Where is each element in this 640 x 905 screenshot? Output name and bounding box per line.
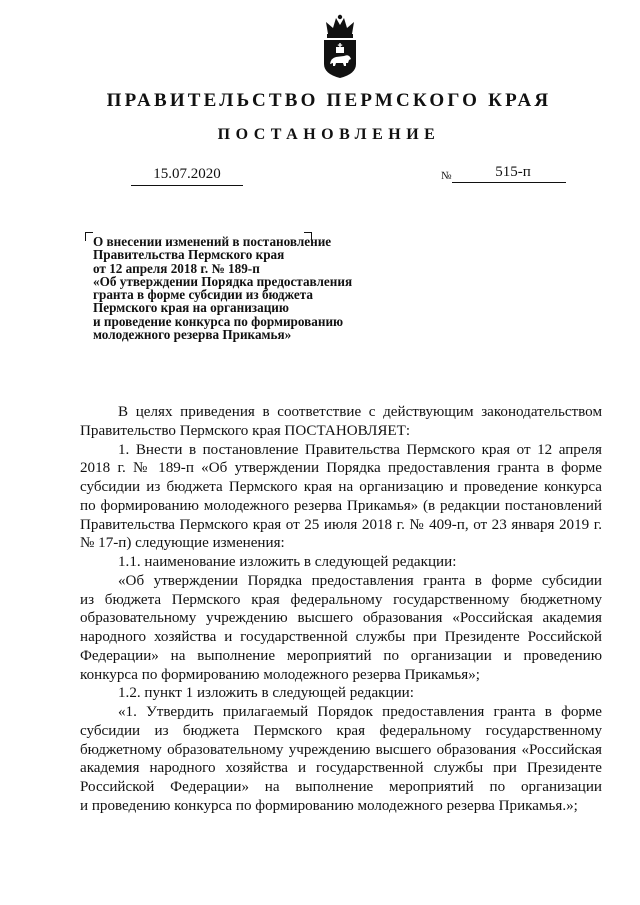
body-line: «Об утверждении Порядка предоставления гранта в форме субсидии	[118, 572, 602, 589]
number-underline	[452, 182, 566, 183]
body-line: «1. Утвердить прилагаемый Порядок предоставления гранта в форме	[118, 704, 602, 720]
subject-line: и проведение конкурса по формированию	[93, 313, 344, 329]
government-title: ПРАВИТЕЛЬСТВО ПЕРМСКОГО КРАЯ	[106, 90, 552, 111]
subject-line: О внесении изменений в постановление	[93, 234, 332, 249]
body-line: и проведению конкурса по формированию молодежного резерва Прикамья.»;	[80, 797, 578, 814]
document-type: ПОСТАНОВЛЕНИЕ	[217, 126, 441, 143]
body-line: Российской Федерации» на выполнение мероприятий по организации	[80, 779, 602, 795]
subject-bracket-left	[85, 232, 93, 241]
body-line: Правительство Пермского края ПОСТАНОВЛЯЕТ:	[80, 422, 411, 439]
date-underline	[131, 185, 243, 186]
body-line: субсидии из бюджета Пермского края федеральному государственному	[80, 722, 602, 739]
number-sign: №	[441, 170, 452, 182]
body-line: субсидии из бюджета Пермского края на организацию и проведение конкурса	[80, 479, 602, 495]
body-line: В целях приведения в соответствие с действующим законодательством	[118, 404, 602, 420]
subject-line: Пермского края на организацию	[93, 300, 289, 316]
body-line: народного хозяйства и государственной службы при Президенте Российской	[80, 629, 602, 645]
subject-line: Правительства Пермского края	[93, 247, 285, 263]
body-line: 1. Внести в постановление Правительства Пермского края от 12 апреля	[118, 441, 602, 458]
body-line: бюджетному образовательному учреждению высшего образования «Российская	[80, 741, 602, 758]
perm-krai-coat-of-arms-icon	[316, 12, 364, 80]
body-line: из бюджета Пермского края федеральному государственному бюджетному	[80, 591, 602, 608]
body-line: образовательному учреждению высшего образования «Российская академия	[80, 610, 602, 627]
subject-line: гранта в форме субсидии из бюджета	[93, 287, 314, 303]
subject-line: молодежного резерва Прикамья»	[93, 327, 292, 343]
subject-line: от 12 апреля 2018 г. № 189-п	[93, 260, 260, 276]
body-line: 1.1. наименование изложить в следующей редакции:	[118, 554, 457, 570]
document-body	[80, 403, 602, 816]
body-line: конкурса по формированию молодежного резерва Прикамья»;	[80, 666, 480, 683]
document-number: 515-п	[495, 164, 531, 180]
document-date: 15.07.2020	[153, 166, 221, 182]
body-line: 1.2. пункт 1 изложить в следующей редакции:	[118, 685, 414, 702]
document-subject	[93, 235, 352, 341]
body-line: № 17-п) следующие изменения:	[80, 535, 285, 552]
subject-line: «Об утверждении Порядка предоставления	[93, 273, 353, 289]
body-line: Правительства Пермского края от 25 июля 2018 г. № 409-п, от 23 января 2019 г.	[80, 516, 602, 533]
body-line: Федерации» на выполнение мероприятий по организации и проведению	[80, 647, 602, 664]
body-line: академия народного хозяйства и государственной службы при Президенте	[80, 760, 602, 777]
body-line: 2018 г. № 189-п «Об утверждении Порядка предоставления гранта в форме	[80, 460, 602, 477]
body-line: по формированию молодежного резерва Прикамья» (в редакции постановлений	[80, 497, 602, 514]
